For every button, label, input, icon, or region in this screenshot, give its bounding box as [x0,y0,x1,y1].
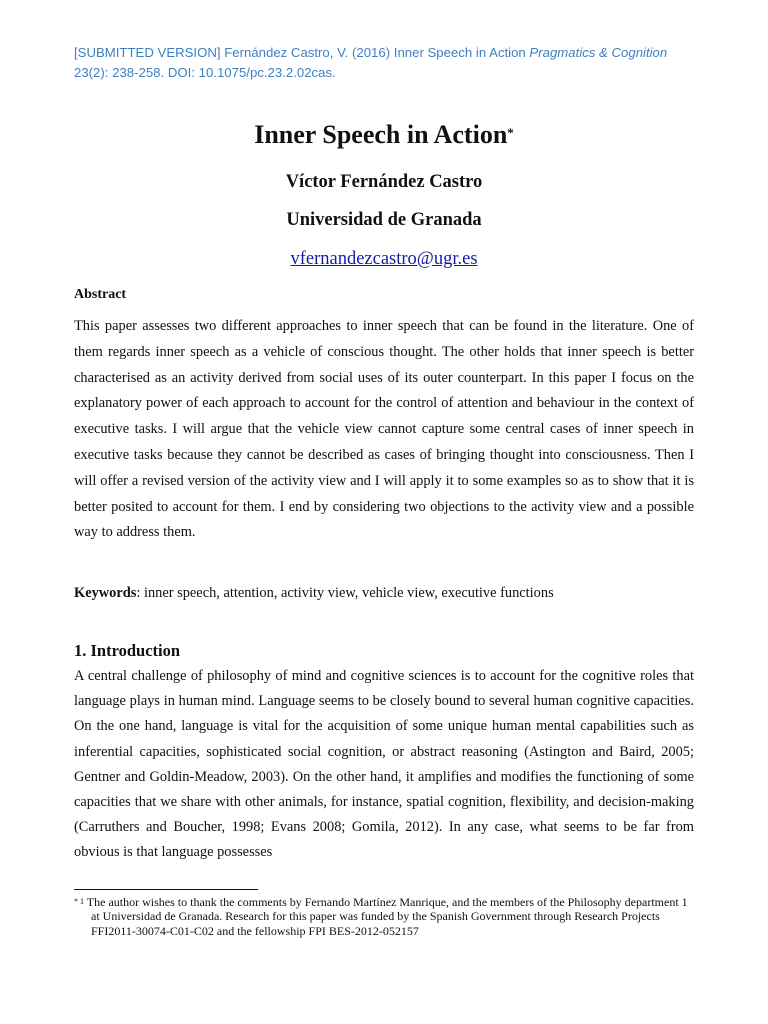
footnote-mark: * 1 [74,897,84,906]
author-name: Víctor Fernández Castro [285,172,483,192]
abstract-heading: Abstract [74,287,127,302]
paper-title-text: Inner Speech in Action [254,120,508,149]
footnote-text: The author wishes to thank the comments by Fernando Martínez Manrique, and the members of the Philosophy department 1 at Universidad de Granada. Research for this paper was funded by the Spanish Government through Research Projects FFI2011-30074-C01-C02 and the fellowship FPI BES-2012-052157 [86,895,688,938]
introduction-body: A central challenge of philosophy of mind and cognitive sciences is to account for the cognitive roles that language plays in human mind. Language seems to be closely bound to several human cognitive capacities. On the one hand, language is vital for the acquisition of some unique human mental capabilities such as inferential capacities, sophisticated social cognition, or abstract reasoning (Astington and Baird, 2005; Gentner and Goldin-Meadow, 2003). On the other hand, it amplifies and modifies the functioning of some capacities that we share with other animals, for instance, spatial cognition, flexibility, and decision-making (Carruthers and Boucher, 1998; Evans 2008; Gomila, 2012). In any case, what seems to be far from obvious is that language possesses [74,668,694,861]
keywords-line [74,583,694,603]
author-affiliation: Universidad de Granada [286,210,482,230]
keywords-label: Keywords [74,585,137,601]
footnote-divider [74,889,258,890]
citation-header [74,43,674,83]
citation-prefix: [SUBMITTED VERSION] Fernández Castro, V. (2016) Inner Speech in Action [74,45,530,60]
title-footnote-mark: * [507,125,514,140]
footnote [74,895,694,938]
keywords-text: : inner speech, attention, activity view, vehicle view, executive functions [136,585,554,601]
email-link[interactable]: vfernandezcastro@ugr.es [290,249,478,269]
section-heading-introduction: 1. Introduction [74,641,181,660]
citation-suffix: 23(2): 238-258. DOI: 10.1075/pc.23.2.02cas. [74,65,336,80]
citation-journal: Pragmatics & Cognition [529,45,668,60]
paper-title [0,118,768,152]
abstract-body: This paper assesses two different approaches to inner speech that can be found in the literature. One of them regards inner speech as a vehicle of conscious thought. The other holds that inner speech is better characterised as an activity derived from social uses of its outer counterpart. In this paper I focus on the explanatory power of each approach to account for the control of attention and behaviour in the context of executive tasks. I will argue that the vehicle view cannot capture some central cases of inner speech in executive tasks because they cannot be described as cases of bringing thought into consciousness. Then I will offer a revised version of the activity view and I will apply it to some examples so as to show that it is better posited to account for them. I end by considering two objections to the activity view and a possible way to address them. [74,318,694,541]
author-email [0,247,768,271]
